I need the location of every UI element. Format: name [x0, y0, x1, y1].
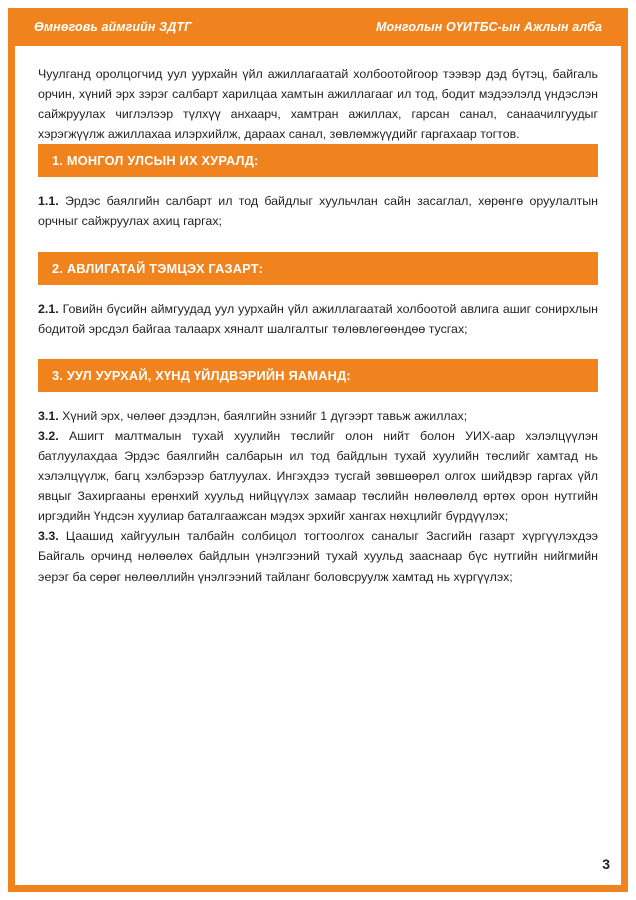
section-3: [38, 359, 598, 587]
section-3-item-2: [38, 426, 598, 526]
section-1: [38, 144, 598, 231]
section-2-item-1-number: 2.1.: [38, 301, 59, 316]
section-3-item-3-number: 3.3.: [38, 529, 59, 544]
section-2-heading: 2. АВЛИГАТАЙ ТЭМЦЭХ ГАЗАРТ:: [38, 252, 598, 285]
section-3-item-2-text: Ашигт малтмалын тухай хуулийн төслийг олон нийт болон УИХ-аар хэлэлцүүлэн батлуулахдаа Эрдэс баялгийн салбарын ил тод байдлын тухай хуулийн төслийг хамтад нь хэлэлцүүлж, багц хэлбэрээр батлуулах. Ингэхдээ тусгай зөвшөөрөл олгох шийдвэр гаргах үйл явцыг Захиргааны ерөнхий хуульд нийцүүлэх замаар төслийн нөлөөлөлд өртөх орон нутгийн иргэдийн Үндсэн хуулиар баталгаажсан мэдэх эрхийг хангах нөхцлийг бүрдүүлэх;: [38, 428, 598, 524]
header-left-text: Өмнөговь аймгийн ЗДТГ: [34, 20, 192, 34]
section-3-heading: 3. УУЛ УУРХАЙ, ХҮНД ҮЙЛДВЭРИЙН ЯАМАНД:: [38, 359, 598, 392]
page-number: 3: [602, 856, 610, 872]
section-1-item-1-text: Эрдэс баялгийн салбарт ил тод байдлыг хуульчлан сайн засаглал, хөрөнгө оруулалтын орчныг сайжруулах ахиц гаргах;: [38, 194, 598, 229]
section-3-item-3-text: Цаашид хайгуулын талбайн солбицол тогтоолгох саналыг Засгийн газарт хүргүүлэхдээ Байгаль орчинд нөлөөлөх байдлын үнэлгээний тухай хуульд зааснаар бүс нутгийн нийгмийн эерэг ба сөрөг нөлөөллийн үнэлгээний тайланг боловсруулж хамтад нь хүргүүлэх;: [38, 529, 598, 584]
document-content: [38, 58, 598, 607]
section-3-item-1-number: 3.1.: [38, 408, 59, 423]
section-1-item-1-number: 1.1.: [38, 194, 59, 209]
section-3-item-2-number: 3.2.: [38, 428, 59, 443]
section-3-item-1-text: Хүний эрх, чөлөөг дээдлэн, баялгийн эзнийг 1 дүгээрт тавьж ажиллах;: [62, 408, 468, 423]
section-1-item-1: [38, 191, 598, 231]
section-3-item-1: [38, 406, 598, 426]
page-border-left: [8, 8, 15, 892]
page-header: [8, 8, 628, 46]
page-border-right: [621, 8, 628, 892]
page-border-bottom: [8, 885, 628, 892]
section-3-item-3: [38, 526, 598, 586]
section-2-item-1: [38, 299, 598, 339]
intro-paragraph: Чуулганд оролцогчид уул уурхайн үйл ажиллагаатай холбоотойгоор тээвэр дэд бүтэц, байгаль орчин, хүний эрх зэрэг салбарт харилцаа хамтын ажиллагааг ил тод, бодит мэдээлэлд үндэслэн сайжруулах чиглэлээр түлхүү анхаарч, хамтран ажиллах, гарсан санал, санаачилгуудыг хэрэгжүүлж ажиллахаа илэрхийлж, дараах санал, зөвлөмжүүдийг гаргахаар тогтов.: [38, 67, 598, 142]
section-1-heading: 1. МОНГОЛ УЛСЫН ИХ ХУРАЛД:: [38, 144, 598, 177]
section-2: [38, 252, 598, 339]
header-right-text: Монголын ОҮИТБС-ын Ажлын алба: [376, 20, 602, 34]
section-2-item-1-text: Говийн бүсийн аймгуудад уул уурхайн үйл ажиллагаатай холбоотой авлига ашиг сонирхлын бодитой эрсдэл байгаа талаарх хяналт шалгалтыг төлөвлөгөөндөө тусгах;: [38, 301, 598, 336]
